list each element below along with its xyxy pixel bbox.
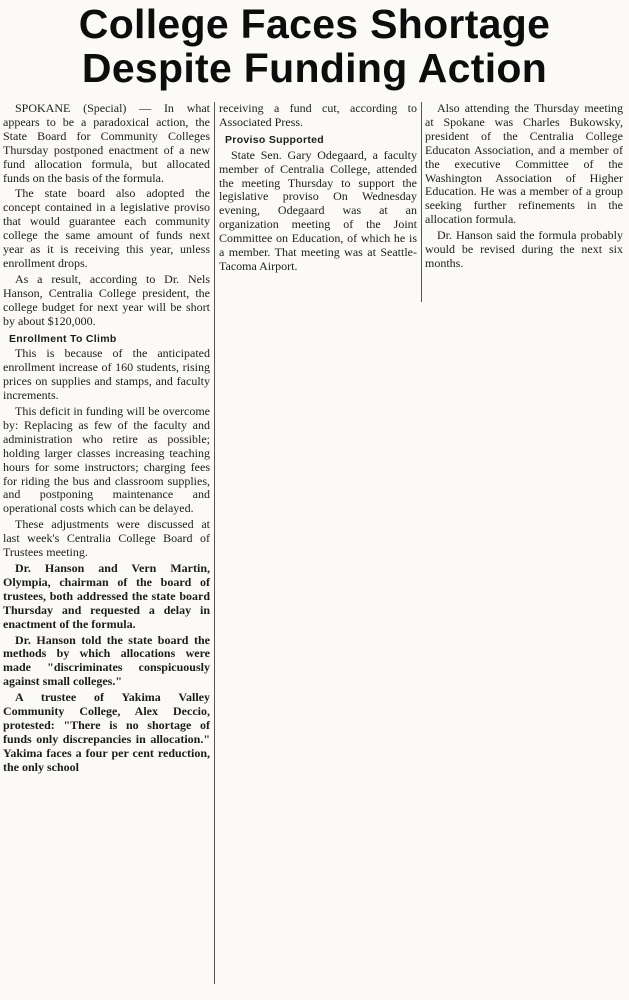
headline (0, 2, 629, 90)
article-paragraph: This deficit in funding will be overcome by: Replacing as few of the faculty and administration who retire as possible; holding larger classes increasing teaching hours for some instructors; charging fees for riding the bus and classroom supplies, and postponing maintenance and operational costs which can be delayed. (3, 404, 210, 516)
article-paragraph: receiving a fund cut, according to Associated Press. (219, 101, 417, 129)
article-paragraph: As a result, according to Dr. Nels Hanson, Centralia College president, the college budget for next year will be short by about $120,000. (3, 271, 210, 328)
column-rule-1 (214, 102, 215, 984)
article-paragraph: This is because of the anticipated enrollment increase of 160 students, rising prices on supplies and stamps, and faculty increments. (3, 346, 210, 403)
article-paragraph: The state board also adopted the concept contained in a legislative proviso that would guarantee each community college the same amount of funds next year as it is receiving this year, unless enrollment drops. (3, 186, 210, 270)
article-paragraph: These adjustments were discussed at last week's Centralia College Board of Trustees meeting. (3, 517, 210, 560)
article-column-1 (3, 102, 210, 775)
subheading: Enrollment To Climb (9, 332, 117, 345)
article-paragraph: Dr. Hanson and Vern Martin, Olympia, chairman of the board of trustees, both addressed the state board Thursday and requested a delay in enactment of the formula. (3, 561, 210, 631)
headline-line-2: Despite Funding Action (81, 45, 548, 91)
article-paragraph: Dr. Hanson said the formula probably would be revised during the next six months. (425, 228, 623, 270)
article-column-3 (425, 102, 623, 273)
subheading: Proviso Supported (225, 133, 325, 146)
column-rule-2 (421, 102, 422, 302)
article-paragraph: Also attending the Thursday meeting at Spokane was Charles Bukowsky, president of the Centralia College Educaton Association, and a member of the executive Committee of the Washington Association of Higher Education. He was a member of a group seeking further refinements in the allocation formula. (425, 101, 623, 227)
dateline: SPOKANE (Special) — (15, 101, 152, 115)
article-paragraph: SPOKANE (Special) — In what appears to be a paradoxical action, the State Board for Community Colleges Thursday postponed enactment of a new fund allocation formula, but allocated funds on the basis of the formula. (3, 101, 211, 185)
headline-line-1: College Faces Shortage (78, 1, 551, 47)
article-paragraph: State Sen. Gary Odegaard, a faculty member of Centralia College, attended the meeting Thursday to support the legislative proviso On Wednesday evening, Odegaard was at an organization meeting of the Joint Committee on Education, of which he is a member. That meeting was at Seattle-Tacoma Airport. (219, 147, 417, 273)
article-paragraph: Dr. Hanson told the state board the methods by which allocations were made "discriminates conspicuously against small colleges." (3, 632, 210, 689)
article-column-2 (219, 102, 417, 276)
article-paragraph: A trustee of Yakima Valley Community College, Alex Deccio, protested: "There is no shortage of funds only discrepancies in allocation." Yakima faces a four per cent reduction, the only school (3, 690, 210, 774)
